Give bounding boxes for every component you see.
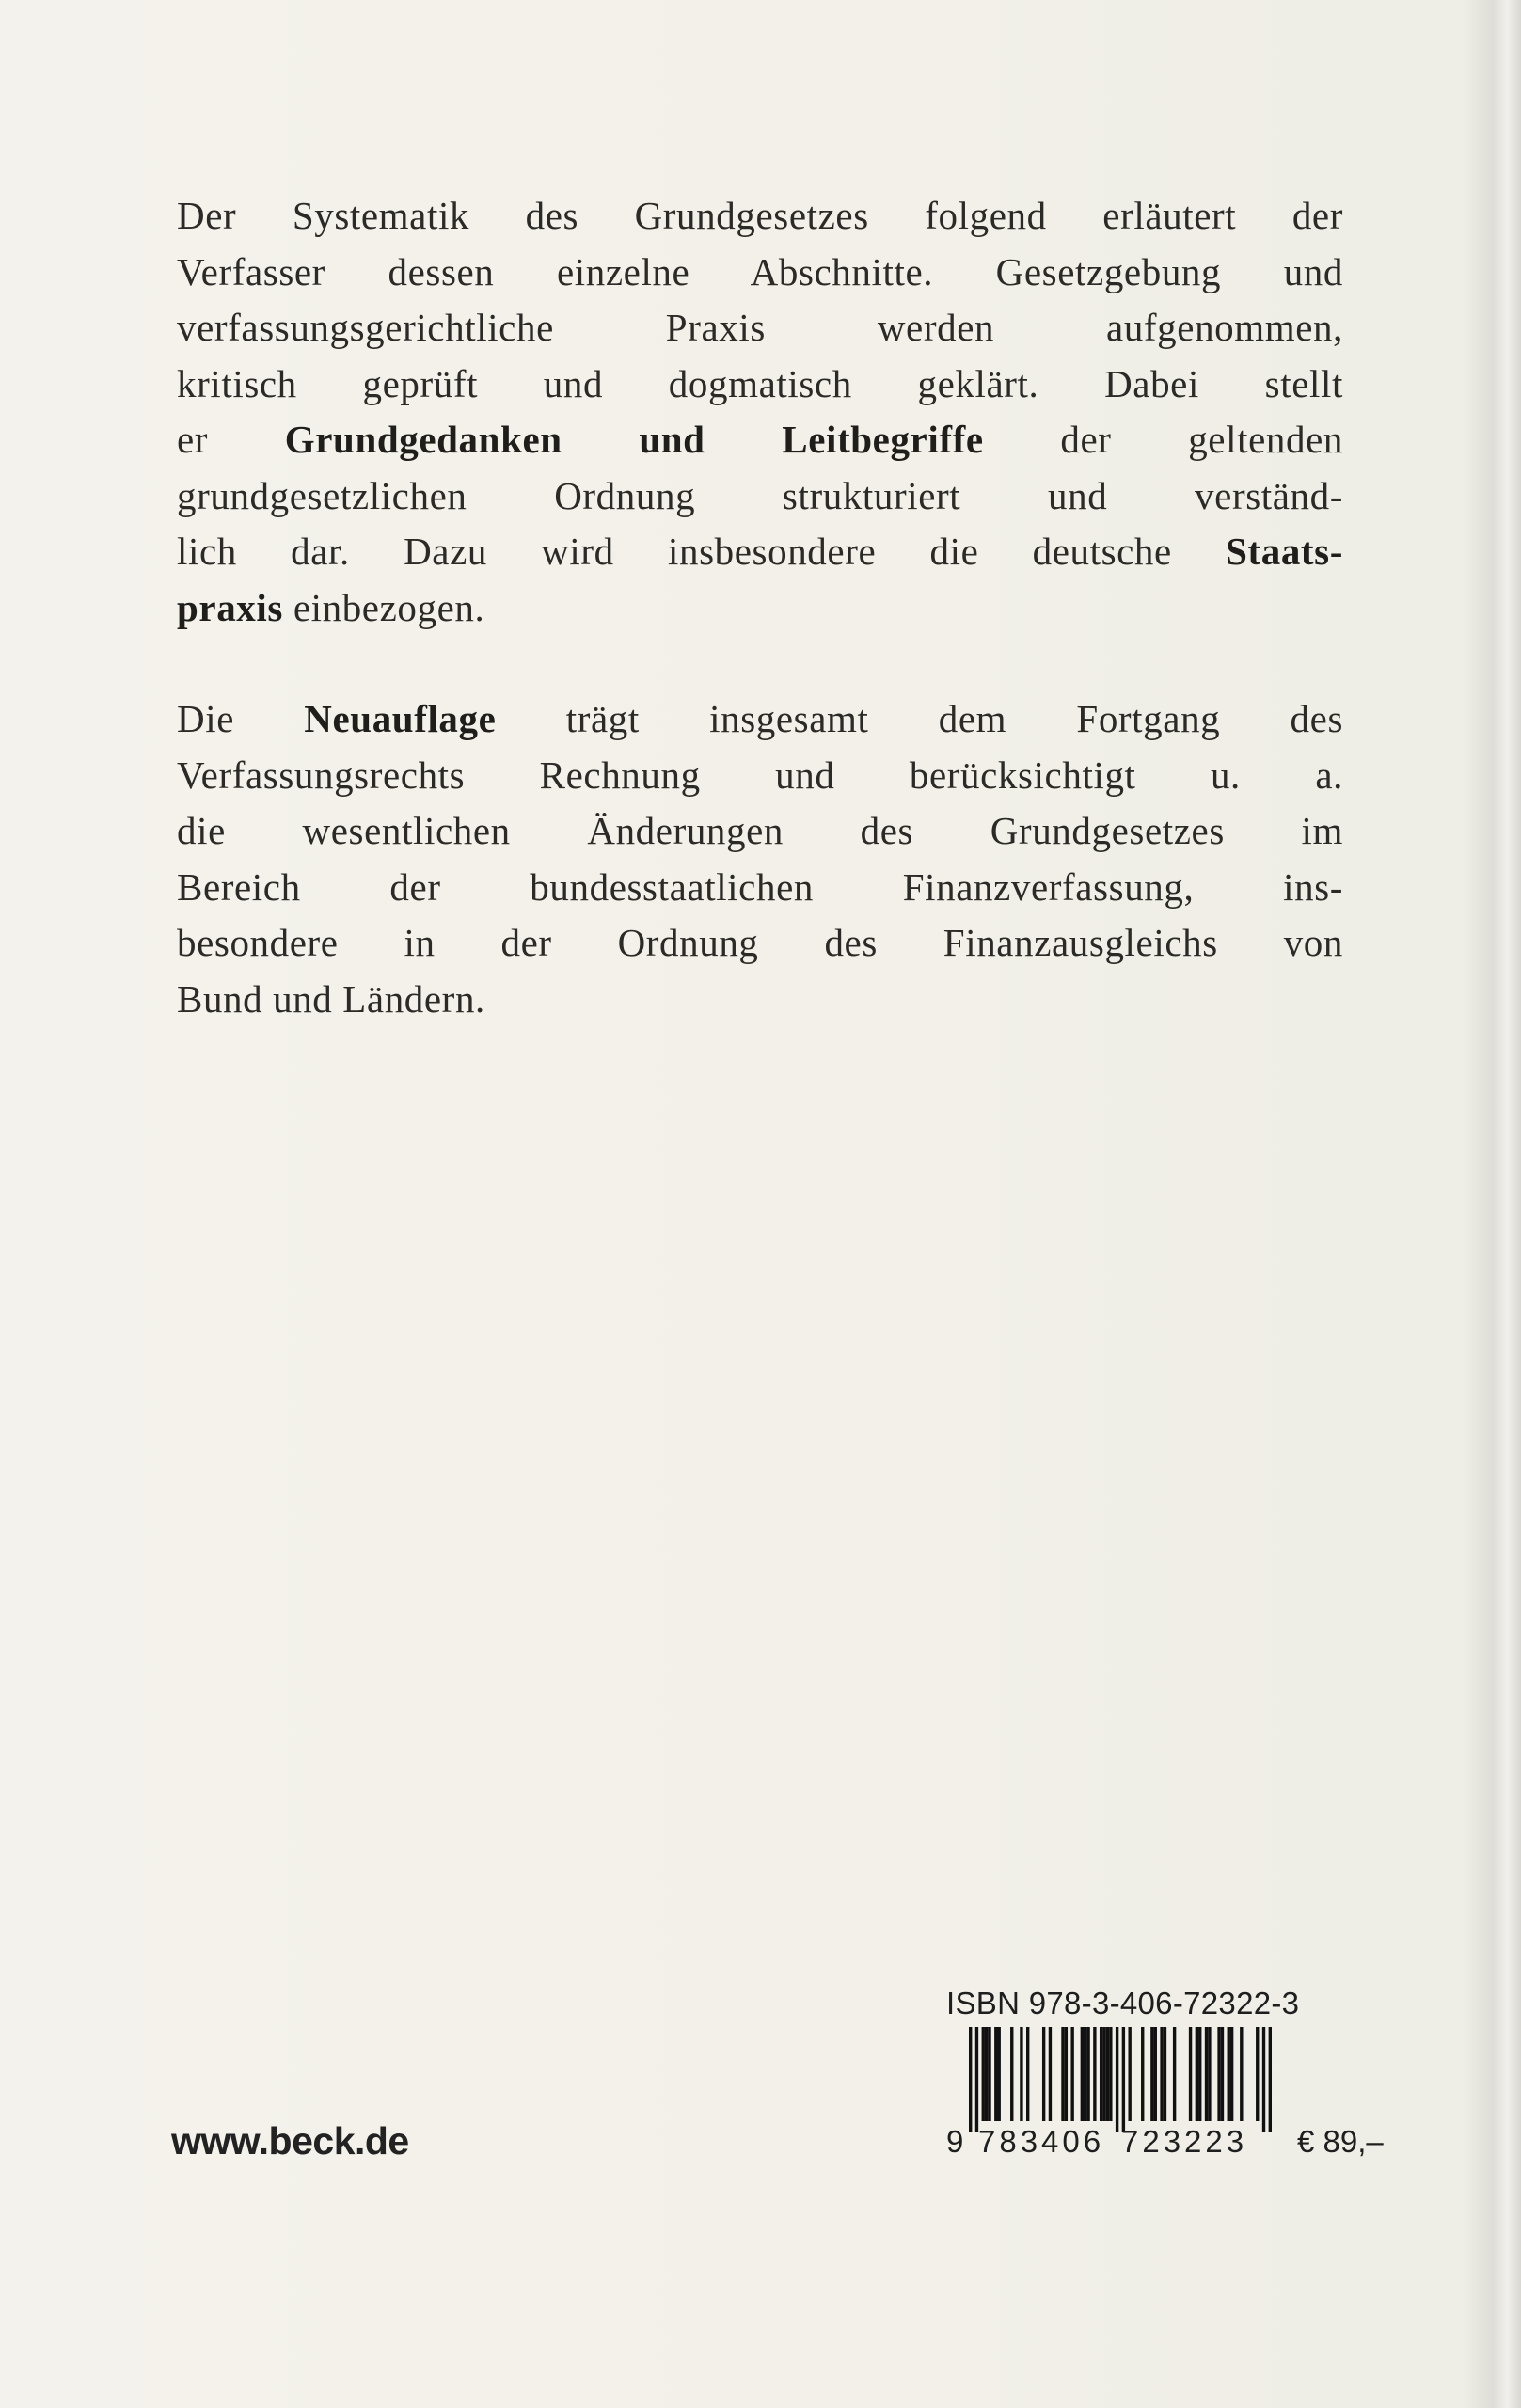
blurb-bold-term: praxis bbox=[177, 585, 283, 629]
barcode-bar bbox=[1217, 2027, 1220, 2121]
blurb-line: Bund und Ländern. bbox=[177, 976, 485, 1021]
blurb-paragraph-2 bbox=[177, 691, 1343, 1027]
barcode-bar bbox=[1269, 2027, 1272, 2132]
blurb-text-run: lich dar. Dazu wird insbesondere die deutsche bbox=[177, 530, 1172, 573]
isbn-label: ISBN 978-3-406-72322-3 bbox=[946, 1986, 1300, 2020]
barcode-bar bbox=[1205, 2027, 1208, 2121]
barcode-bar bbox=[994, 2027, 997, 2121]
barcode-bar bbox=[1102, 2027, 1105, 2121]
barcode-bar bbox=[1100, 2027, 1102, 2121]
publisher-website: www.beck.de bbox=[171, 2119, 409, 2162]
blurb-paragraph-1 bbox=[177, 188, 1343, 636]
barcode-bar bbox=[1020, 2027, 1022, 2121]
barcode-bar bbox=[1141, 2027, 1144, 2121]
blurb-line: verfassungsgerichtliche Praxis werden aufgenommen, bbox=[177, 306, 1343, 349]
barcode-bar bbox=[1256, 2027, 1259, 2121]
blurb-line: die wesentlichen Änderungen des Grundgesetzes im bbox=[177, 809, 1343, 852]
blurb-text-run: der geltenden bbox=[1060, 418, 1343, 461]
barcode-bar bbox=[1228, 2027, 1230, 2121]
barcode-bar bbox=[1164, 2027, 1166, 2121]
blurb-line bbox=[177, 691, 1343, 748]
barcode-first-digit: 9 bbox=[946, 2124, 964, 2159]
barcode-bar bbox=[1262, 2027, 1265, 2132]
blurb-line: Bereich der bundesstaatlichen Finanzverfassung, ins- bbox=[177, 864, 1343, 909]
blurb-bold-term: Neuauflage bbox=[304, 697, 497, 740]
blurb-line: kritisch geprüft und dogmatisch geklärt. Dabei stellt bbox=[177, 361, 1343, 405]
barcode-bar bbox=[1086, 2027, 1089, 2121]
barcode-bar bbox=[1230, 2027, 1233, 2121]
blurb-text-run: trägt insgesamt dem Fortgang des bbox=[565, 697, 1343, 740]
blurb-text-run: Die bbox=[177, 697, 234, 740]
barcode-bar bbox=[1160, 2027, 1163, 2121]
barcode-left-group: 783406 bbox=[978, 2124, 1105, 2159]
price-label: € 89,– bbox=[1297, 2124, 1384, 2159]
barcode-right-group: 723223 bbox=[1121, 2124, 1248, 2159]
barcode-bar bbox=[1198, 2027, 1201, 2121]
barcode-bar bbox=[1150, 2027, 1153, 2121]
barcode-bar bbox=[1026, 2027, 1029, 2121]
barcode-bar bbox=[1122, 2027, 1125, 2132]
barcode-bar bbox=[1093, 2027, 1096, 2121]
barcode-bar bbox=[1042, 2027, 1045, 2121]
blurb-bold-term: Grundgedanken und Leitbegriffe bbox=[284, 418, 984, 461]
barcode-bar bbox=[1173, 2027, 1176, 2121]
barcode-bar bbox=[985, 2027, 988, 2121]
barcode-icon bbox=[969, 2027, 1272, 2132]
barcode-bar bbox=[1208, 2027, 1211, 2121]
blurb-text bbox=[177, 188, 1343, 1027]
blurb-line bbox=[177, 412, 1343, 468]
barcode-bar bbox=[1106, 2027, 1109, 2121]
barcode-bar bbox=[1049, 2027, 1052, 2121]
barcode-bar bbox=[1081, 2027, 1084, 2121]
barcode-bar bbox=[988, 2027, 990, 2121]
barcode-bar bbox=[969, 2027, 972, 2132]
barcode-bar bbox=[1189, 2027, 1192, 2121]
barcode-bar bbox=[1128, 2027, 1131, 2121]
blurb-text-run: einbezogen. bbox=[293, 585, 485, 629]
blurb-line: Verfassungsrechts Rechnung und berücksichtigt u. a. bbox=[177, 752, 1343, 797]
barcode-bar bbox=[1221, 2027, 1224, 2121]
barcode-bar bbox=[1116, 2027, 1118, 2132]
barcode-digits bbox=[946, 2124, 1285, 2162]
blurb-line: Der Systematik des Grundgesetzes folgend erläutert der bbox=[177, 194, 1343, 237]
barcode-bar bbox=[1196, 2027, 1198, 2121]
barcode-bar bbox=[1154, 2027, 1157, 2121]
barcode-bar bbox=[1084, 2027, 1086, 2121]
shrink-wrap-edge bbox=[1465, 0, 1521, 2408]
blurb-line bbox=[177, 580, 1343, 637]
blurb-line: Verfasser dessen einzelne Abschnitte. Gesetzgebung und bbox=[177, 249, 1343, 293]
barcode-bar bbox=[1240, 2027, 1243, 2121]
blurb-line: besondere in der Ordnung des Finanzausgleichs von bbox=[177, 921, 1343, 964]
blurb-line bbox=[177, 524, 1343, 580]
blurb-bold-term: Staats- bbox=[1226, 530, 1343, 573]
blurb-text-run: er bbox=[177, 418, 209, 461]
barcode-bar bbox=[1010, 2027, 1013, 2121]
barcode-bar bbox=[998, 2027, 1001, 2121]
barcode-bar bbox=[1065, 2027, 1068, 2121]
barcode-bar bbox=[982, 2027, 985, 2121]
barcode-bar bbox=[1070, 2027, 1073, 2121]
barcode-bar bbox=[1109, 2027, 1112, 2121]
barcode-bar bbox=[975, 2027, 978, 2132]
blurb-line: grundgesetzlichen Ordnung strukturiert und verständ- bbox=[177, 473, 1343, 517]
barcode-bar bbox=[1061, 2027, 1064, 2121]
